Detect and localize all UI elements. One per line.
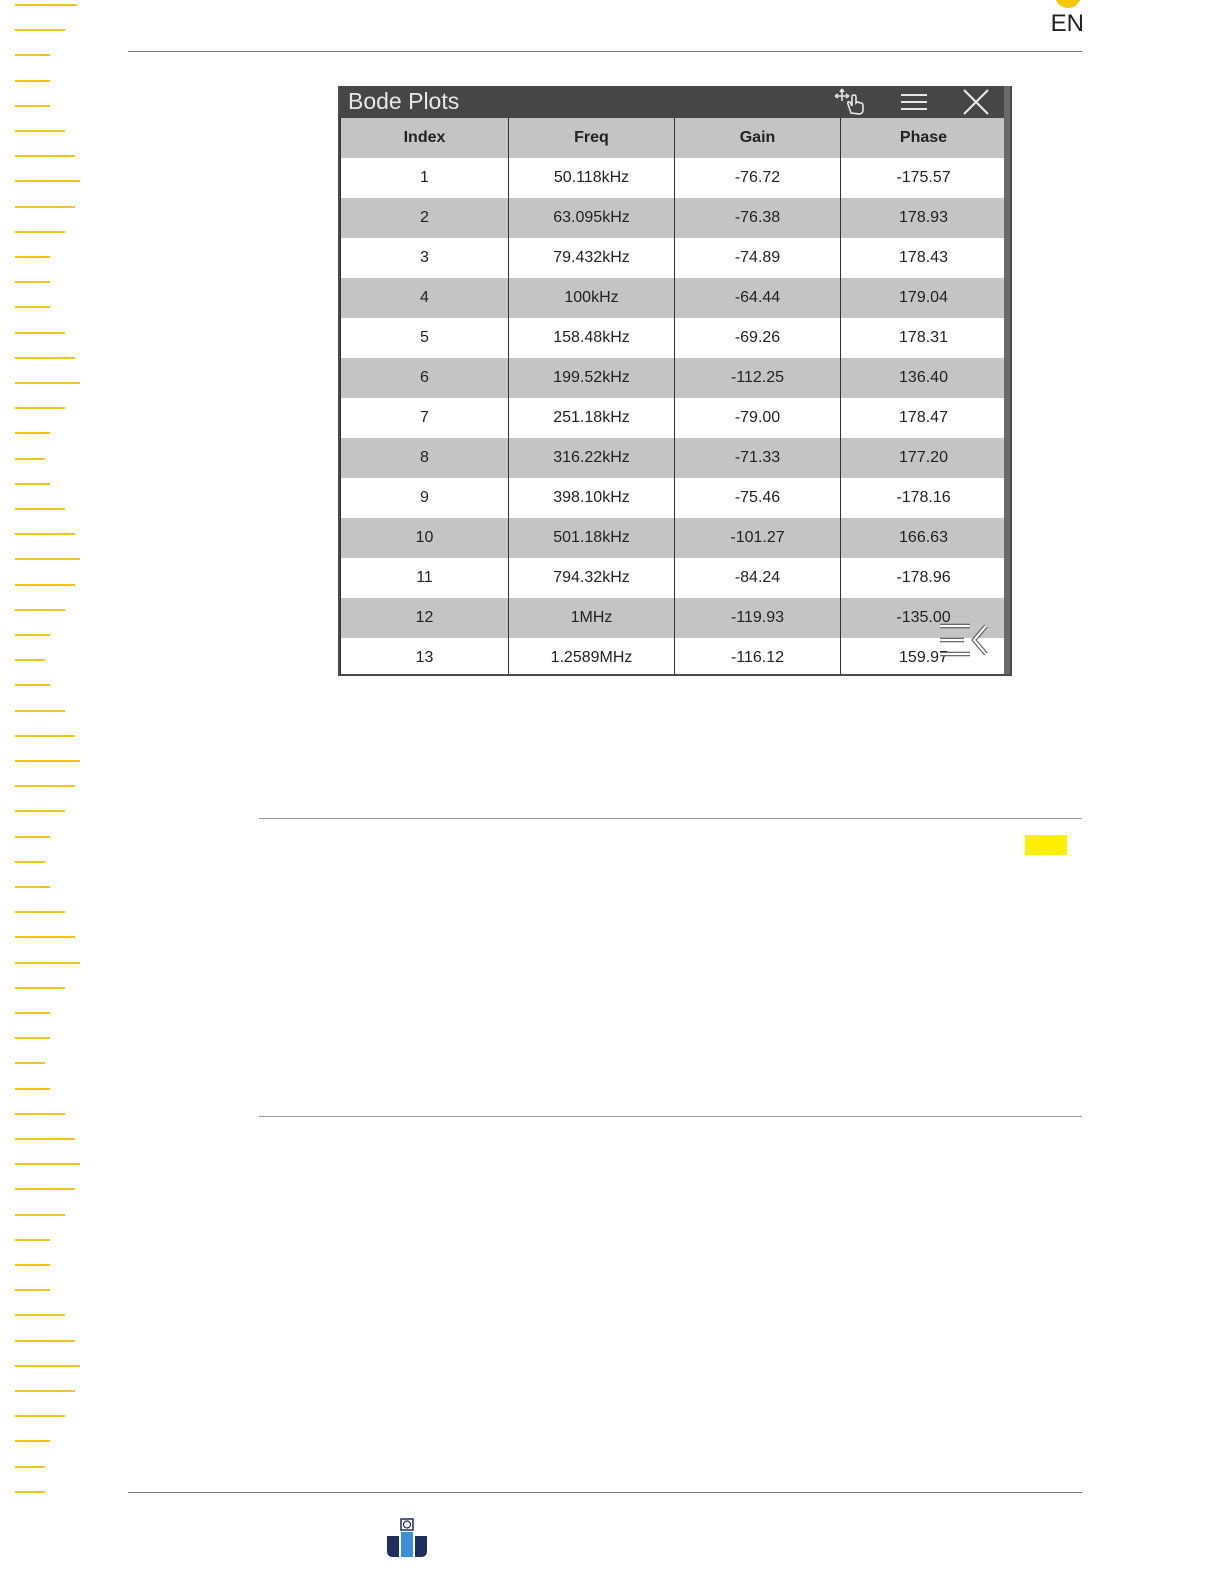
menu-icon[interactable] [898,88,930,116]
ruler-tick [15,206,75,208]
ruler-tick [15,558,80,560]
cell-phase: 159.97 [841,638,1007,676]
cell-gain: -76.38 [675,198,841,238]
ruler-tick [15,584,75,586]
cell-phase: 179.04 [841,278,1007,318]
ruler-tick [15,634,50,636]
ruler-tick [15,710,65,712]
cell-gain: -69.26 [675,318,841,358]
cell-freq: 398.10kHz [509,478,675,518]
ruler-tick [15,1390,75,1392]
ruler-tick [15,1113,65,1115]
cell-index: 10 [341,518,509,558]
page-margin-ruler [0,0,90,1584]
bode-data-table [340,118,1007,676]
ruler-tick [15,1214,65,1216]
cell-gain: -112.25 [675,358,841,398]
table-row[interactable] [341,278,1007,318]
ruler-tick [15,1188,75,1190]
ruler-tick [15,508,65,510]
cell-gain: -84.24 [675,558,841,598]
cell-index: 12 [341,598,509,638]
cell-phase: 178.31 [841,318,1007,358]
cell-freq: 1.2589MHz [509,638,675,676]
cell-index: 1 [341,158,509,198]
cell-freq: 79.432kHz [509,238,675,278]
ruler-tick [15,1012,50,1014]
cell-gain: -74.89 [675,238,841,278]
cell-phase: 178.47 [841,398,1007,438]
language-label: EN [1050,10,1084,37]
table-row[interactable] [341,398,1007,438]
cell-freq: 158.48kHz [509,318,675,358]
close-icon[interactable] [960,88,992,116]
cell-freq: 316.22kHz [509,438,675,478]
ruler-tick [15,861,45,863]
cell-index: 4 [341,278,509,318]
bode-plots-window [338,86,1012,676]
cell-index: 9 [341,478,509,518]
ruler-tick [15,1163,80,1165]
cell-index: 5 [341,318,509,358]
ruler-tick [15,936,75,938]
cell-gain: -119.93 [675,598,841,638]
ruler-tick [15,1314,65,1316]
cell-index: 3 [341,238,509,278]
cell-gain: -75.46 [675,478,841,518]
section-divider-top [259,818,1082,819]
ruler-tick [15,458,45,460]
brand-logo [385,1518,429,1558]
table-row[interactable] [341,478,1007,518]
ruler-tick [15,231,65,233]
cell-phase: -178.16 [841,478,1007,518]
column-header-phase[interactable]: Phase [841,118,1007,158]
cell-freq: 50.118kHz [509,158,675,198]
ruler-tick [15,684,50,686]
ruler-tick [15,180,80,182]
ruler-tick [15,1365,80,1367]
ruler-tick [15,130,65,132]
ruler-tick [15,432,50,434]
table-row[interactable] [341,558,1007,598]
ruler-tick [15,483,50,485]
table-row[interactable] [341,318,1007,358]
cell-phase: -175.57 [841,158,1007,198]
cell-index: 8 [341,438,509,478]
ruler-tick [15,1289,50,1291]
cell-phase: 178.93 [841,198,1007,238]
language-badge [1055,0,1081,8]
collapse-panel-icon[interactable] [938,620,990,660]
cell-freq: 501.18kHz [509,518,675,558]
table-row[interactable] [341,158,1007,198]
table-row[interactable] [341,238,1007,278]
cell-phase: 177.20 [841,438,1007,478]
ruler-tick [15,735,75,737]
ruler-tick [15,80,50,82]
cell-gain: -79.00 [675,398,841,438]
ruler-tick [15,382,80,384]
cell-freq: 251.18kHz [509,398,675,438]
table-row[interactable] [341,198,1007,238]
ruler-tick [15,911,65,913]
cell-freq: 794.32kHz [509,558,675,598]
ruler-tick [15,609,65,611]
cell-index: 6 [341,358,509,398]
ruler-tick [15,1340,75,1342]
cell-phase: 178.43 [841,238,1007,278]
column-header-freq[interactable]: Freq [509,118,675,158]
table-row[interactable] [341,638,1007,676]
header-divider [128,51,1082,52]
highlight-mark [1025,835,1067,855]
ruler-tick [15,810,65,812]
ruler-tick [15,659,45,661]
section-divider-bottom [259,1116,1082,1117]
cell-index: 7 [341,398,509,438]
cell-phase: -178.96 [841,558,1007,598]
bode-window-title: Bode Plots [348,88,460,114]
ruler-tick [15,407,65,409]
cell-gain: -101.27 [675,518,841,558]
ruler-tick [15,785,75,787]
ruler-tick [15,54,50,56]
cell-phase: 136.40 [841,358,1007,398]
ruler-tick [15,1062,45,1064]
cell-index: 2 [341,198,509,238]
ruler-tick [15,886,50,888]
ruler-tick [15,155,75,157]
move-touch-icon[interactable] [834,88,866,116]
ruler-tick [15,256,50,258]
ruler-tick [15,332,65,334]
table-row[interactable] [341,438,1007,478]
table-header-row [341,118,1007,158]
ruler-tick [15,987,65,989]
ruler-tick [15,1088,50,1090]
ruler-tick [15,1440,50,1442]
table-row[interactable] [341,598,1007,638]
cell-gain: -116.12 [675,638,841,676]
ruler-tick [15,4,77,6]
table-row[interactable] [341,518,1007,558]
ruler-tick [15,760,80,762]
ruler-tick [15,533,75,535]
cell-gain: -71.33 [675,438,841,478]
cell-freq: 63.095kHz [509,198,675,238]
cell-index: 13 [341,638,509,676]
cell-gain: -76.72 [675,158,841,198]
column-header-gain[interactable]: Gain [675,118,841,158]
bode-title-bar[interactable] [340,86,1010,118]
cell-freq: 1MHz [509,598,675,638]
ruler-tick [15,105,50,107]
column-header-index[interactable]: Index [341,118,509,158]
window-scrollbar[interactable] [1004,86,1010,674]
ruler-tick [15,1037,50,1039]
ruler-tick [15,1466,45,1468]
ruler-tick [15,306,50,308]
cell-phase: 166.63 [841,518,1007,558]
cell-index: 11 [341,558,509,598]
ruler-tick [15,357,75,359]
ruler-tick [15,1264,50,1266]
ruler-tick [15,1138,75,1140]
ruler-tick [15,962,80,964]
cell-freq: 100kHz [509,278,675,318]
table-row[interactable] [341,358,1007,398]
ruler-tick [15,281,50,283]
ruler-tick [15,1491,45,1493]
ruler-tick [15,1239,50,1241]
footer-divider [128,1492,1082,1493]
cell-phase: -135.00 [841,598,1007,638]
ruler-tick [15,1415,65,1417]
ruler-tick [15,836,50,838]
ruler-tick [15,29,65,31]
cell-gain: -64.44 [675,278,841,318]
cell-freq: 199.52kHz [509,358,675,398]
